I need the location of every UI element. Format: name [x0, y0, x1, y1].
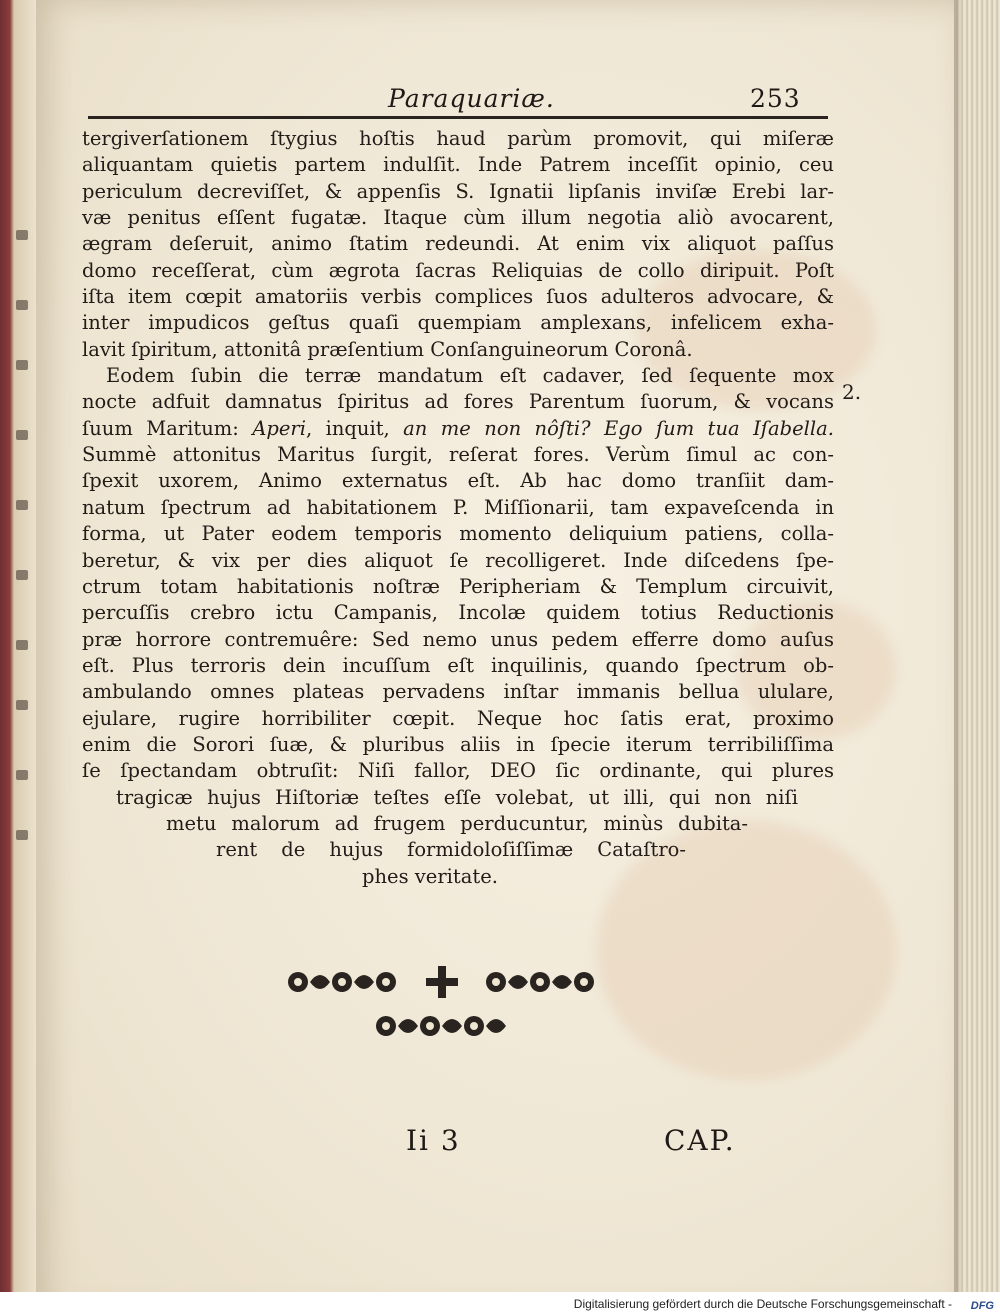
catchword: CAP.: [664, 1124, 736, 1157]
cone-line: metu malorum ad frugem perducuntur, minùs dubita-: [166, 811, 748, 835]
text-line: iſta item cœpit amatoriis verbis complices ſuos adulteros advocare, &: [82, 285, 834, 309]
running-title: Paraquariæ.: [388, 84, 555, 113]
footer-band: [0, 1292, 1000, 1316]
text-line: ſpexit uxorem, Animo externatus eſt. Ab hac domo tranſiit dam-: [82, 469, 834, 493]
fleuron-ornament-icon: [376, 1016, 506, 1036]
text-line: domo receſſerat, cùm ægrota ſacras Reliquias de collo diripuit. Poſt: [82, 258, 834, 282]
text-line-with-speech: ſuum Maritum: Aperi, inquit, an me non nôſti? Ego ſum tua Iſabella.: [82, 416, 834, 440]
head-rule: [88, 116, 828, 119]
book-page: [36, 0, 956, 1316]
fleuron-ornament-icon: [276, 960, 616, 1050]
cone-line: tragicæ hujus Hiſtoriæ teſtes eſſe volebat, ut illi, qui non niſi: [116, 785, 798, 809]
cross-fleuron-icon: [426, 966, 458, 998]
text-line: ctrum totam habitationis noſtræ Peripheriam & Templum circuivit,: [82, 574, 834, 598]
fleuron-ornament-icon: [288, 972, 396, 992]
margin-note: 2.: [842, 380, 862, 404]
fleuron-ornament-icon: [486, 972, 594, 992]
binding-edge: [0, 0, 40, 1316]
cone-line: phes veritate.: [362, 864, 498, 888]
text-line: aliquantam quietis partem indulſit. Inde Patrem inceſſit opinio, ceu: [82, 153, 834, 177]
text-line: væ penitus eſſent fugatæ. Itaque cùm illum negotia aliò avocarent,: [82, 206, 834, 230]
text-line: beretur, & vix per dies aliquot ſe recolligeret. Inde diſcedens ſpe-: [82, 548, 834, 572]
text-line: ſe ſpectandam obtruſit: Niſi fallor, DEO ſic ordinante, qui plures: [82, 759, 834, 783]
text-line: Summè attonitus Maritus ſurgit, reſerat fores. Verùm ſimul ac con-: [82, 443, 834, 467]
text-line: forma, ut Pater eodem temporis momento deliquium patiens, colla-: [82, 522, 834, 546]
text-line: periculum decreviſſet, & appenſis S. Ignatii lipſanis inviſæ Erebi lar-: [82, 179, 834, 203]
footer-credit: Digitalisierung gefördert durch die Deutsche Forschungsgemeinschaft -: [573, 1297, 952, 1311]
running-head: [88, 80, 828, 122]
text-line: ambulando omnes plateas pervadens inſtar immanis bellua ululare,: [82, 680, 834, 704]
text-line: natum ſpectrum ad habitationem P. Miſſionarii, tam expaveſcenda in: [82, 495, 834, 519]
cone-line: rent de hujus formidoloſiſſimæ Cataſtro-: [216, 838, 686, 862]
page-stack-edge: [954, 0, 1000, 1316]
text-line: nocte adfuit damnatus ſpiritus ad fores Parentum ſuorum, & vocans: [82, 390, 834, 414]
text-line: eſt. Plus terroris dein incuſſum eſt inquilinis, quando ſpectrum ob-: [82, 653, 834, 677]
dfg-logo: DFG: [970, 1300, 994, 1312]
text-line: tergiverſationem ſtygius hoſtis haud parùm promovit, qui miſeræ: [82, 127, 834, 150]
paragraph-start-line: Eodem ſubin die terræ mandatum eſt cadaver, ſed ſequente mox: [106, 364, 834, 388]
body-text: [82, 126, 834, 890]
text-line: ægram deſeruit, animo ſtatim redeundi. At enim vix aliquot paſſus: [82, 232, 834, 256]
text-line: ejulare, rugire horribiliter cœpit. Neque hoc ſatis erat, proximo: [82, 706, 834, 730]
page-number: 253: [750, 84, 801, 113]
text-line: præ horrore contremuêre: Sed nemo unus pedem efferre domo auſus: [82, 627, 834, 651]
text-line: inter impudicos geſtus quaſi quempiam amplexans, infelicem exha-: [82, 311, 834, 335]
text-line: lavit ſpiritum, attonitâ præſentium Conſanguineorum Coronâ.: [82, 337, 693, 361]
signature-mark: Ii 3: [406, 1124, 461, 1157]
text-line: enim die Sorori ſuæ, & pluribus aliis in ſpecie iterum terribiliſſima: [82, 732, 834, 756]
text-line: percuſſis crebro ictu Campanis, Incolæ quidem totius Reductionis: [82, 601, 834, 625]
